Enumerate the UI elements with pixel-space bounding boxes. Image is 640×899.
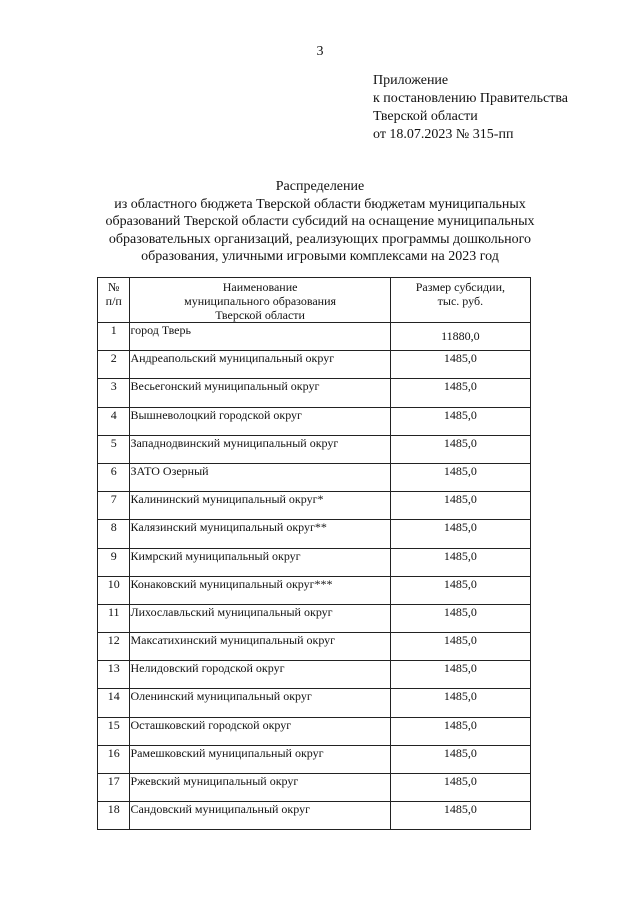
subsidy-amount: 11880,0 xyxy=(390,323,530,351)
heading-line: образований Тверской области субсидий на оснащение муниципальных xyxy=(105,214,535,229)
table-row xyxy=(98,520,531,548)
heading-line: образовательных организаций, реализующих программы дошкольного xyxy=(108,231,532,247)
municipality-name: Ржевский муниципальный округ xyxy=(130,774,390,802)
table-row xyxy=(98,379,531,407)
municipality-name: Западнодвинский муниципальный округ xyxy=(130,435,390,463)
municipality-name: Весьегонский муниципальный округ xyxy=(130,379,390,407)
subsidy-amount: 1485,0 xyxy=(390,633,530,661)
municipality-name: ЗАТО Озерный xyxy=(130,463,390,491)
table-row xyxy=(98,407,531,435)
row-number: 7 xyxy=(98,492,130,520)
municipality-name: город Тверь xyxy=(130,323,390,351)
row-number: 11 xyxy=(98,604,130,632)
header-number xyxy=(98,278,130,323)
header-text: № xyxy=(108,280,120,294)
row-number: 4 xyxy=(98,407,130,435)
header-text: Тверской области xyxy=(215,308,305,322)
municipality-name: Лихославльский муниципальный округ xyxy=(130,604,390,632)
table-row xyxy=(98,661,531,689)
header-text: муниципального образования xyxy=(184,294,337,308)
row-number: 14 xyxy=(98,689,130,717)
municipality-name: Осташковский городской округ xyxy=(130,717,390,745)
table-row xyxy=(98,463,531,491)
table-row xyxy=(98,323,531,351)
table-row xyxy=(98,689,531,717)
subsidy-amount: 1485,0 xyxy=(390,463,530,491)
table-row xyxy=(98,717,531,745)
municipality-name: Вышневолоцкий городской округ xyxy=(130,407,390,435)
header-text: тыс. руб. xyxy=(437,294,484,308)
municipality-name: Калязинский муниципальный округ** xyxy=(130,520,390,548)
heading-line: из областного бюджета Тверской области бюджетам муниципальных xyxy=(114,196,526,212)
subsidy-amount: 1485,0 xyxy=(390,717,530,745)
municipality-name: Андреапольский муниципальный округ xyxy=(130,351,390,379)
subsidy-amount: 1485,0 xyxy=(390,661,530,689)
municipality-name: Конаковский муниципальный округ*** xyxy=(130,576,390,604)
row-number: 12 xyxy=(98,633,130,661)
row-number: 5 xyxy=(98,435,130,463)
table-header-row xyxy=(98,278,531,323)
appendix-line: Приложение xyxy=(373,73,449,88)
appendix-line: Тверской области xyxy=(373,109,478,124)
table-row xyxy=(98,492,531,520)
subsidy-amount: 1485,0 xyxy=(390,576,530,604)
header-text: п/п xyxy=(105,294,122,308)
row-number: 10 xyxy=(98,576,130,604)
header-text: Наименование xyxy=(222,280,298,294)
heading-title: Распределение xyxy=(275,179,365,194)
row-number: 17 xyxy=(98,774,130,802)
table-row xyxy=(98,435,531,463)
row-number: 9 xyxy=(98,548,130,576)
subsidy-amount: 1485,0 xyxy=(390,774,530,802)
header-amount xyxy=(390,278,530,323)
table-row xyxy=(98,802,531,830)
table-row xyxy=(98,745,531,773)
table-row xyxy=(98,548,531,576)
subsidy-amount: 1485,0 xyxy=(390,745,530,773)
row-number: 6 xyxy=(98,463,130,491)
heading-line: образования, уличными игровыми комплексами на 2023 год xyxy=(141,249,499,264)
subsidy-amount: 1485,0 xyxy=(390,802,530,830)
table-body xyxy=(98,323,531,830)
appendix-block xyxy=(373,72,613,144)
subsidy-amount: 1485,0 xyxy=(390,379,530,407)
row-number: 8 xyxy=(98,520,130,548)
municipality-name: Рамешковский муниципальный округ xyxy=(130,745,390,773)
subsidy-amount: 1485,0 xyxy=(390,435,530,463)
row-number: 15 xyxy=(98,717,130,745)
subsidy-amount: 1485,0 xyxy=(390,351,530,379)
table-row xyxy=(98,604,531,632)
row-number: 1 xyxy=(98,323,130,351)
subsidy-amount: 1485,0 xyxy=(390,548,530,576)
subsidy-amount: 1485,0 xyxy=(390,604,530,632)
document-heading xyxy=(60,178,580,266)
table-row xyxy=(98,774,531,802)
row-number: 2 xyxy=(98,351,130,379)
subsidy-amount: 1485,0 xyxy=(390,520,530,548)
municipality-name: Сандовский муниципальный округ xyxy=(130,802,390,830)
subsidy-amount: 1485,0 xyxy=(390,492,530,520)
row-number: 16 xyxy=(98,745,130,773)
row-number: 13 xyxy=(98,661,130,689)
appendix-line: к постановлению Правительства xyxy=(373,91,569,106)
municipality-name: Оленинский муниципальный округ xyxy=(130,689,390,717)
municipality-name: Кимрский муниципальный округ xyxy=(130,548,390,576)
row-number: 18 xyxy=(98,802,130,830)
table-row xyxy=(98,576,531,604)
municipality-name: Калининский муниципальный округ* xyxy=(130,492,390,520)
appendix-line: от 18.07.2023 № 315-пп xyxy=(373,127,514,142)
header-name xyxy=(130,278,390,323)
municipality-name: Максатихинский муниципальный округ xyxy=(130,633,390,661)
page-number: 3 xyxy=(316,44,324,59)
row-number: 3 xyxy=(98,379,130,407)
municipality-name: Нелидовский городской округ xyxy=(130,661,390,689)
table-row xyxy=(98,351,531,379)
header-text: Размер субсидии, xyxy=(415,280,505,294)
subsidy-amount: 1485,0 xyxy=(390,407,530,435)
table-row xyxy=(98,633,531,661)
subsidy-table xyxy=(97,277,531,830)
subsidy-amount: 1485,0 xyxy=(390,689,530,717)
